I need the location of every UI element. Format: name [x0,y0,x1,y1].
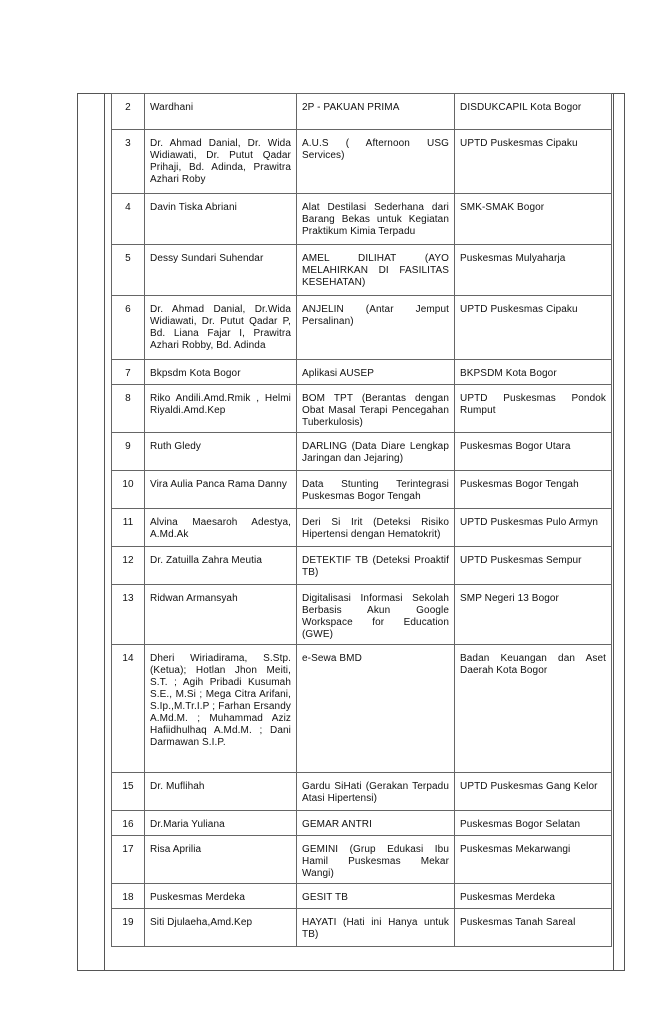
row-number: 4 [112,194,145,245]
row-institution: Badan Keuangan dan Aset Daerah Kota Bogor [455,645,612,773]
row-innovation: GESIT TB [297,884,455,909]
row-name: Bkpsdm Kota Bogor [145,360,297,385]
row-innovation: Deri Si Irit (Deteksi Risiko Hipertensi dengan Hematokrit) [297,509,455,547]
row-innovation: AMEL DILIHAT (AYO MELAHIRKAN DI FASILITAS KESEHATAN) [297,245,455,296]
row-number: 14 [112,645,145,773]
table-row [112,836,612,884]
row-institution: BKPSDM Kota Bogor [455,360,612,385]
row-innovation: A.U.S ( Afternoon USG Services) [297,130,455,194]
row-number: 2 [112,94,145,130]
row-number: 15 [112,773,145,811]
row-name: Wardhani [145,94,297,130]
row-innovation: GEMINI (Grup Edukasi Ibu Hamil Puskesmas Mekar Wangi) [297,836,455,884]
row-number: 18 [112,884,145,909]
row-name: Dheri Wiriadirama, S.Stp. (Ketua); Hotlan Jhon Meiti, S.T. ; Agih Pribadi Kusumah S.E., M.Si ; Mega Citra Arifani, S.Ip.,M.Tr.I.P ; Farhan Ersandy A.Md.M. ; Muhammad Aziz Hafiidhulhaq A.Md.M. ; Dani Darmawan S.I.P. [145,645,297,773]
row-institution: Puskesmas Bogor Utara [455,433,612,471]
row-institution: Puskesmas Bogor Selatan [455,811,612,836]
row-institution: SMK-SMAK Bogor [455,194,612,245]
row-number: 8 [112,385,145,433]
row-innovation: BOM TPT (Berantas dengan Obat Masal Terapi Pencegahan Tuberkulosis) [297,385,455,433]
row-name: Riko Andili.Amd.Rmik , Helmi Riyaldi.Amd.Kep [145,385,297,433]
table-row [112,94,612,130]
row-institution: Puskesmas Tanah Sareal [455,909,612,947]
table-row [112,645,612,773]
table-row [112,547,612,585]
row-innovation: e-Sewa BMD [297,645,455,773]
row-name: Dr.Maria Yuliana [145,811,297,836]
row-innovation: ANJELIN (Antar Jemput Persalinan) [297,296,455,360]
row-institution: UPTD Puskesmas Cipaku [455,296,612,360]
row-number: 9 [112,433,145,471]
row-innovation: GEMAR ANTRI [297,811,455,836]
row-institution: UPTD Puskesmas Gang Kelor [455,773,612,811]
row-number: 11 [112,509,145,547]
row-number: 13 [112,585,145,645]
row-name: Dr. Ahmad Danial, Dr. Wida Widiawati, Dr. Putut Qadar Prihaji, Bd. Adinda, Prawitra Azhari Roby [145,130,297,194]
table-row [112,884,612,909]
table-body [112,94,612,947]
table-row [112,773,612,811]
row-name: Dr. Ahmad Danial, Dr.Wida Widiawati, Dr. Putut Qadar P, Bd. Liana Fajar I, Prawitra Azhari Robby, Bd. Adinda [145,296,297,360]
row-innovation: Gardu SiHati (Gerakan Terpadu Atasi Hipertensi) [297,773,455,811]
row-number: 12 [112,547,145,585]
row-number: 16 [112,811,145,836]
table-row [112,509,612,547]
row-institution: UPTD Puskesmas Pondok Rumput [455,385,612,433]
table-row [112,245,612,296]
row-number: 3 [112,130,145,194]
row-number: 19 [112,909,145,947]
table-row [112,909,612,947]
table-row [112,433,612,471]
table-row [112,385,612,433]
row-institution: Puskesmas Mulyaharja [455,245,612,296]
row-innovation: HAYATI (Hati ini Hanya untuk TB) [297,909,455,947]
row-name: Risa Aprilia [145,836,297,884]
row-name: Dr. Muflihah [145,773,297,811]
table-row [112,130,612,194]
row-name: Ruth Gledy [145,433,297,471]
row-name: Dessy Sundari Suhendar [145,245,297,296]
row-institution: UPTD Puskesmas Pulo Armyn [455,509,612,547]
row-innovation: Digitalisasi Informasi Sekolah Berbasis Akun Google Workspace for Education (GWE) [297,585,455,645]
table-row [112,194,612,245]
row-number: 17 [112,836,145,884]
row-institution: UPTD Puskesmas Cipaku [455,130,612,194]
table-row [112,585,612,645]
table-row [112,296,612,360]
row-innovation: DARLING (Data Diare Lengkap Jaringan dan Jejaring) [297,433,455,471]
table-row [112,811,612,836]
row-name: Alvina Maesaroh Adestya, A.Md.Ak [145,509,297,547]
row-name: Puskesmas Merdeka [145,884,297,909]
row-name: Dr. Zatuilla Zahra Meutia [145,547,297,585]
row-number: 10 [112,471,145,509]
table-row [112,360,612,385]
row-innovation: Alat Destilasi Sederhana dari Barang Bekas untuk Kegiatan Praktikum Kimia Terpadu [297,194,455,245]
row-institution: SMP Negeri 13 Bogor [455,585,612,645]
row-institution: Puskesmas Mekarwangi [455,836,612,884]
row-number: 6 [112,296,145,360]
innovation-table [111,93,612,947]
row-name: Ridwan Armansyah [145,585,297,645]
row-number: 7 [112,360,145,385]
row-innovation: Aplikasi AUSEP [297,360,455,385]
row-institution: UPTD Puskesmas Sempur [455,547,612,585]
row-name: Davin Tiska Abriani [145,194,297,245]
row-number: 5 [112,245,145,296]
row-institution: Puskesmas Merdeka [455,884,612,909]
row-name: Siti Djulaeha,Amd.Kep [145,909,297,947]
row-innovation: 2P - PAKUAN PRIMA [297,94,455,130]
row-institution: DISDUKCAPIL Kota Bogor [455,94,612,130]
row-name: Vira Aulia Panca Rama Danny [145,471,297,509]
table-row [112,471,612,509]
row-innovation: DETEKTIF TB (Deteksi Proaktif TB) [297,547,455,585]
row-institution: Puskesmas Bogor Tengah [455,471,612,509]
row-innovation: Data Stunting Terintegrasi Puskesmas Bogor Tengah [297,471,455,509]
